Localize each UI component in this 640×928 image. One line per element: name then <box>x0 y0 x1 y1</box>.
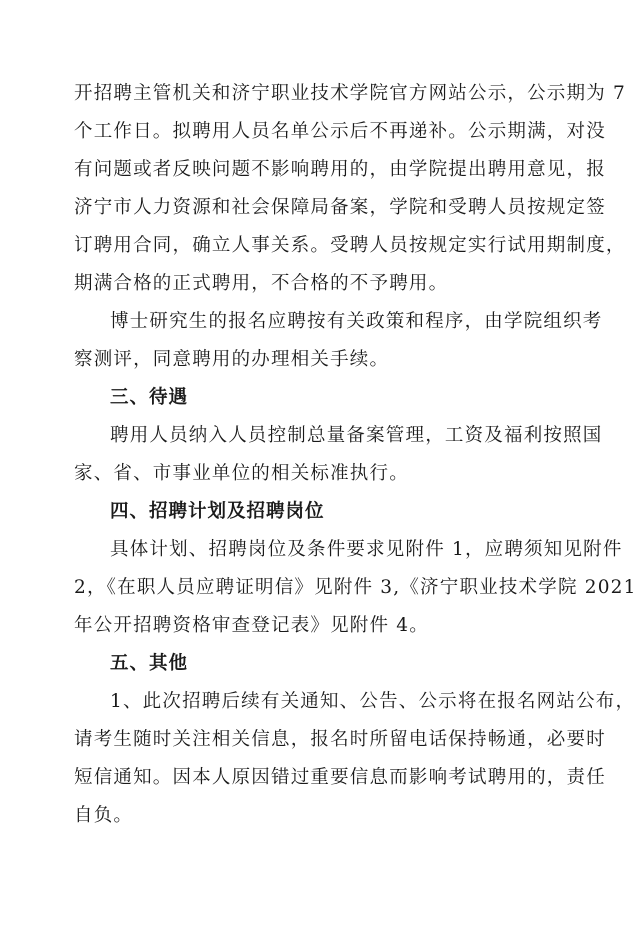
body-text-line: 开招聘主管机关和济宁职业技术学院官方网站公示，公示期为 7 <box>74 83 626 104</box>
body-text-line: 个工作日。拟聘用人员名单公示后不再递补。公示期满，对没 <box>74 121 606 142</box>
body-text-line: 2，《在职人员应聘证明信》见附件 3,《济宁职业技术学院 2021 <box>74 577 637 598</box>
body-text-line: 聘用人员纳入人员控制总量备案管理，工资及福利按照国 <box>110 425 603 446</box>
section-heading-plan: 四、招聘计划及招聘岗位 <box>110 501 325 522</box>
body-text-line: 博士研究生的报名应聘按有关政策和程序，由学院组织考 <box>110 311 603 332</box>
body-text-line: 自负。 <box>74 805 134 826</box>
body-text-line: 订聘用合同，确立人事关系。受聘人员按规定实行试用期制度， <box>74 235 626 256</box>
body-text-line: 具体计划、招聘岗位及条件要求见附件 1，应聘须知见附件 <box>110 539 623 560</box>
body-text-line: 请考生随时关注相关信息，报名时所留电话保持畅通，必要时 <box>74 729 606 750</box>
body-text-line: 察测评，同意聘用的办理相关手续。 <box>74 349 390 370</box>
body-text-line: 年公开招聘资格审查登记表》见附件 4。 <box>74 615 429 636</box>
section-heading-other: 五、其他 <box>110 653 189 674</box>
body-text-line: 短信通知。因本人原因错过重要信息而影响考试聘用的，责任 <box>74 767 606 788</box>
body-text-line: 有问题或者反映问题不影响聘用的，由学院提出聘用意见，报 <box>74 159 606 180</box>
body-text-line: 家、省、市事业单位的相关标准执行。 <box>74 463 409 484</box>
section-heading-benefits: 三、待遇 <box>110 387 189 408</box>
body-text-line: 1、此次招聘后续有关通知、公告、公示将在报名网站公布， <box>110 691 636 712</box>
body-text-line: 期满合格的正式聘用，不合格的不予聘用。 <box>74 273 449 294</box>
body-text-line: 济宁市人力资源和社会保障局备案，学院和受聘人员按规定签 <box>74 197 606 218</box>
